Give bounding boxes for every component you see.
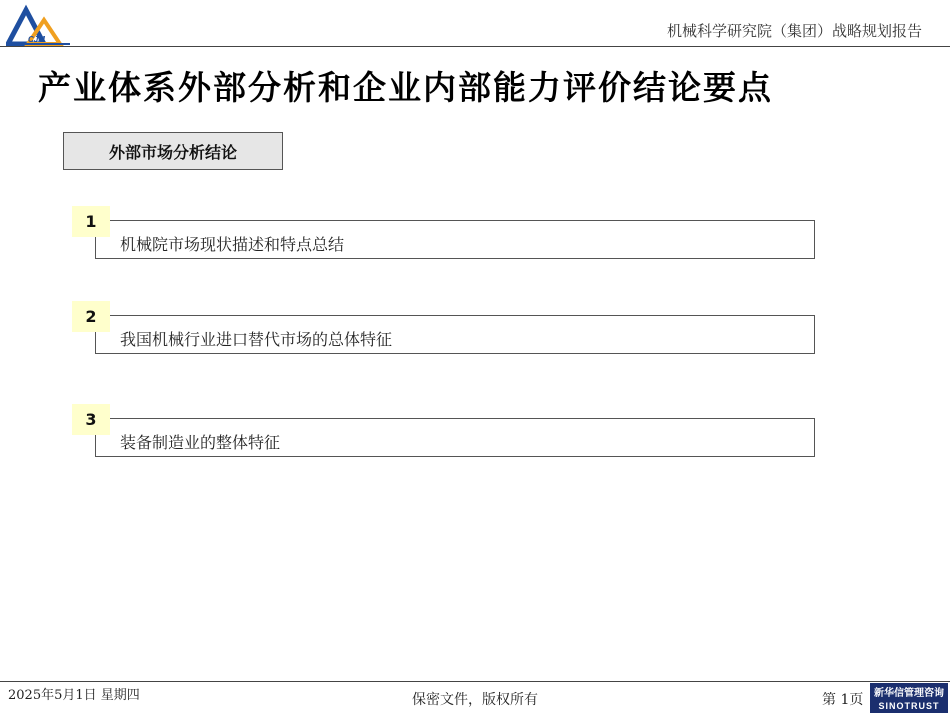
confidential-notice: 保密文件，版权所有 <box>412 692 538 708</box>
section-label: 外部市场分析结论 <box>108 142 237 162</box>
page-title: 产业体系外部分析和企业内部能力评价结论要点 <box>38 68 773 107</box>
page-number: 第 1页 <box>822 692 864 708</box>
section-label-box <box>63 132 283 170</box>
sinotrust-logo <box>870 683 948 713</box>
item-text: 装备制造业的整体特征 <box>120 433 281 452</box>
footer-date: 2025年5月1日 星期四 <box>8 688 140 703</box>
item-text: 我国机械行业进口替代市场的总体特征 <box>120 330 393 349</box>
company-logo <box>6 4 72 46</box>
logo-text: CJM <box>28 35 45 44</box>
header-divider <box>0 46 950 47</box>
brand-logo-cn: 新华信管理咨询 <box>874 688 944 699</box>
footer-divider <box>0 681 950 682</box>
item-text: 机械院市场现状描述和特点总结 <box>120 235 345 254</box>
report-title: 机械科学研究院（集团）战略规划报告 <box>666 22 922 40</box>
item-number-badge: 3 <box>72 404 110 435</box>
item-number-badge: 1 <box>72 206 110 237</box>
item-number-badge: 2 <box>72 301 110 332</box>
brand-logo-en: SINOTRUST <box>878 701 940 711</box>
